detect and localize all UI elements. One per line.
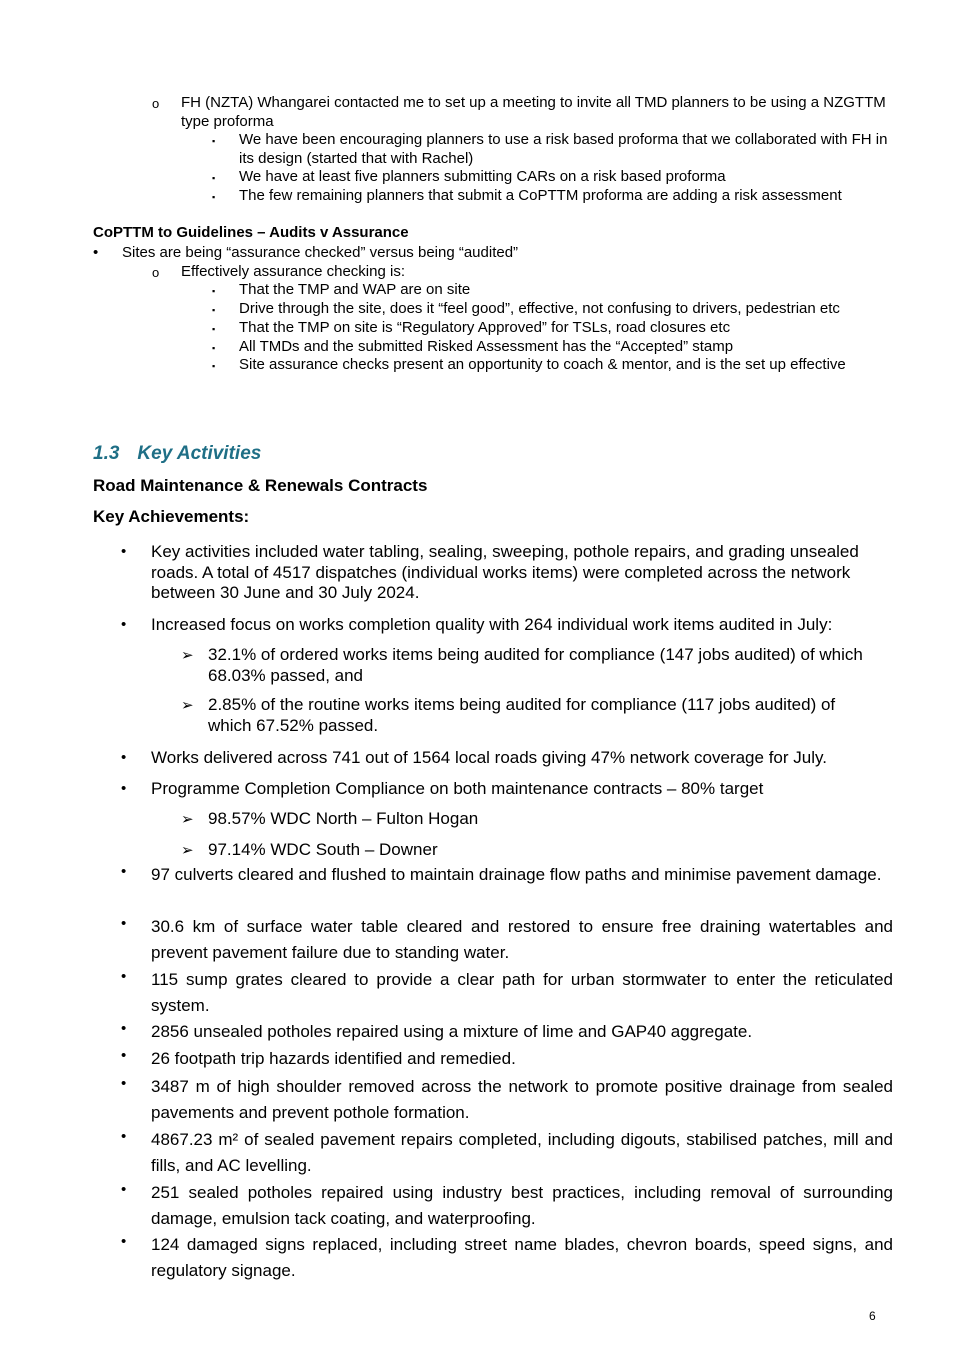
square-bullet-icon: ▪ xyxy=(212,173,216,183)
subsection-title: Road Maintenance & Renewals Contracts xyxy=(93,476,428,495)
list-item: Programme Completion Compliance on both maintenance contracts – 80% target xyxy=(151,779,764,798)
list-item: Effectively assurance checking is: xyxy=(181,263,405,280)
circle-bullet-icon: o xyxy=(152,96,160,111)
bullet-icon: • xyxy=(121,749,127,766)
list-item: We have been encouraging planners to use a risk based proforma that we collaborated with FH in its design (started that with Rachel) xyxy=(239,131,888,167)
list-item: FH (NZTA) Whangarei contacted me to set up a meeting to invite all TMD planners to be using a NZGTTM type proforma xyxy=(181,94,886,130)
bullet-icon: • xyxy=(121,616,127,633)
list-item: 98.57% WDC North – Fulton Hogan xyxy=(208,809,479,828)
list-item: That the TMP on site is “Regulatory Approved” for TSLs, road closures etc xyxy=(239,319,731,336)
arrow-bullet-icon: ➢ xyxy=(181,842,194,859)
list-item: Sites are being “assurance checked” versus being “audited” xyxy=(122,244,519,261)
section-title-text: Key Activities xyxy=(137,443,262,464)
square-bullet-icon: ▪ xyxy=(212,305,216,315)
bullet-icon: • xyxy=(93,244,99,261)
achievements-label: Key Achievements: xyxy=(93,507,250,526)
arrow-bullet-icon: ➢ xyxy=(181,697,194,714)
list-item: 251 sealed potholes repaired using industry best practices, including removal of surrounding damage, emulsion tack coating, and waterproofing. xyxy=(151,1183,893,1228)
page-number: 6 xyxy=(869,1309,876,1323)
bullet-icon: • xyxy=(121,863,127,880)
bullet-icon: • xyxy=(121,1233,127,1250)
list-item: 97.14% WDC South – Downer xyxy=(208,840,438,859)
section-title xyxy=(93,443,261,465)
list-item: That the TMP and WAP are on site xyxy=(239,281,471,298)
arrow-bullet-icon: ➢ xyxy=(181,647,194,664)
square-bullet-icon: ▪ xyxy=(212,136,216,146)
list-item: 2.85% of the routine works items being audited for compliance (117 jobs audited) of which 67.52% passed. xyxy=(208,695,836,735)
list-item: 115 sump grates cleared to provide a clear path for urban stormwater to enter the reticulated system. xyxy=(151,970,893,1015)
square-bullet-icon: ▪ xyxy=(212,286,216,296)
list-item: 4867.23 m² of sealed pavement repairs completed, including digouts, stabilised patches, mill and fills, and AC levelling. xyxy=(151,1130,893,1175)
list-item: 97 culverts cleared and flushed to maintain drainage flow paths and minimise pavement damage. xyxy=(151,865,882,884)
bullet-icon: • xyxy=(121,1047,127,1064)
bullet-icon: • xyxy=(121,915,127,932)
list-item: 26 footpath trip hazards identified and remedied. xyxy=(151,1049,516,1068)
list-item: 30.6 km of surface water table cleared and restored to ensure free draining watertables and prevent pavement failure due to standing water. xyxy=(151,917,893,962)
list-item: Site assurance checks present an opportunity to coach & mentor, and is the set up effective xyxy=(239,356,846,373)
bullet-icon: • xyxy=(121,1181,127,1198)
bullet-icon: • xyxy=(121,1020,127,1037)
list-item: Works delivered across 741 out of 1564 local roads giving 47% network coverage for July. xyxy=(151,748,827,767)
list-item: 32.1% of ordered works items being audited for compliance (147 jobs audited) of which 68.03% passed, and xyxy=(208,645,863,685)
list-item: 124 damaged signs replaced, including street name blades, chevron boards, speed signs, and regulatory signage. xyxy=(151,1235,893,1280)
section-heading: CoPTTM to Guidelines – Audits v Assurance xyxy=(93,224,409,241)
bullet-icon: • xyxy=(121,543,127,560)
bullet-icon: • xyxy=(121,1075,127,1092)
section-number: 1.3 xyxy=(93,443,120,464)
list-item: All TMDs and the submitted Risked Assessment has the “Accepted” stamp xyxy=(239,338,734,355)
square-bullet-icon: ▪ xyxy=(212,324,216,334)
circle-bullet-icon: o xyxy=(152,265,160,280)
list-item: Increased focus on works completion quality with 264 individual work items audited in July: xyxy=(151,615,833,634)
list-item: 2856 unsealed potholes repaired using a mixture of lime and GAP40 aggregate. xyxy=(151,1022,753,1041)
bullet-icon: • xyxy=(121,1128,127,1145)
square-bullet-icon: ▪ xyxy=(212,192,216,202)
list-item: We have at least five planners submitting CARs on a risk based proforma xyxy=(239,168,726,185)
list-item: Drive through the site, does it “feel good”, effective, not confusing to drivers, pedestrian etc xyxy=(239,300,840,317)
bullet-icon: • xyxy=(121,780,127,797)
list-item: 3487 m of high shoulder removed across the network to promote positive drainage from sealed pavements and prevent pothole formation. xyxy=(151,1077,893,1122)
arrow-bullet-icon: ➢ xyxy=(181,811,194,828)
list-item: The few remaining planners that submit a CoPTTM proforma are adding a risk assessment xyxy=(239,187,842,204)
square-bullet-icon: ▪ xyxy=(212,343,216,353)
square-bullet-icon: ▪ xyxy=(212,361,216,371)
list-item: Key activities included water tabling, sealing, sweeping, pothole repairs, and grading unsealed roads. A total of 4517 dispatches (individual works items) were completed across the network between 30 June and 30 July 2024. xyxy=(151,542,859,603)
bullet-icon: • xyxy=(121,968,127,985)
